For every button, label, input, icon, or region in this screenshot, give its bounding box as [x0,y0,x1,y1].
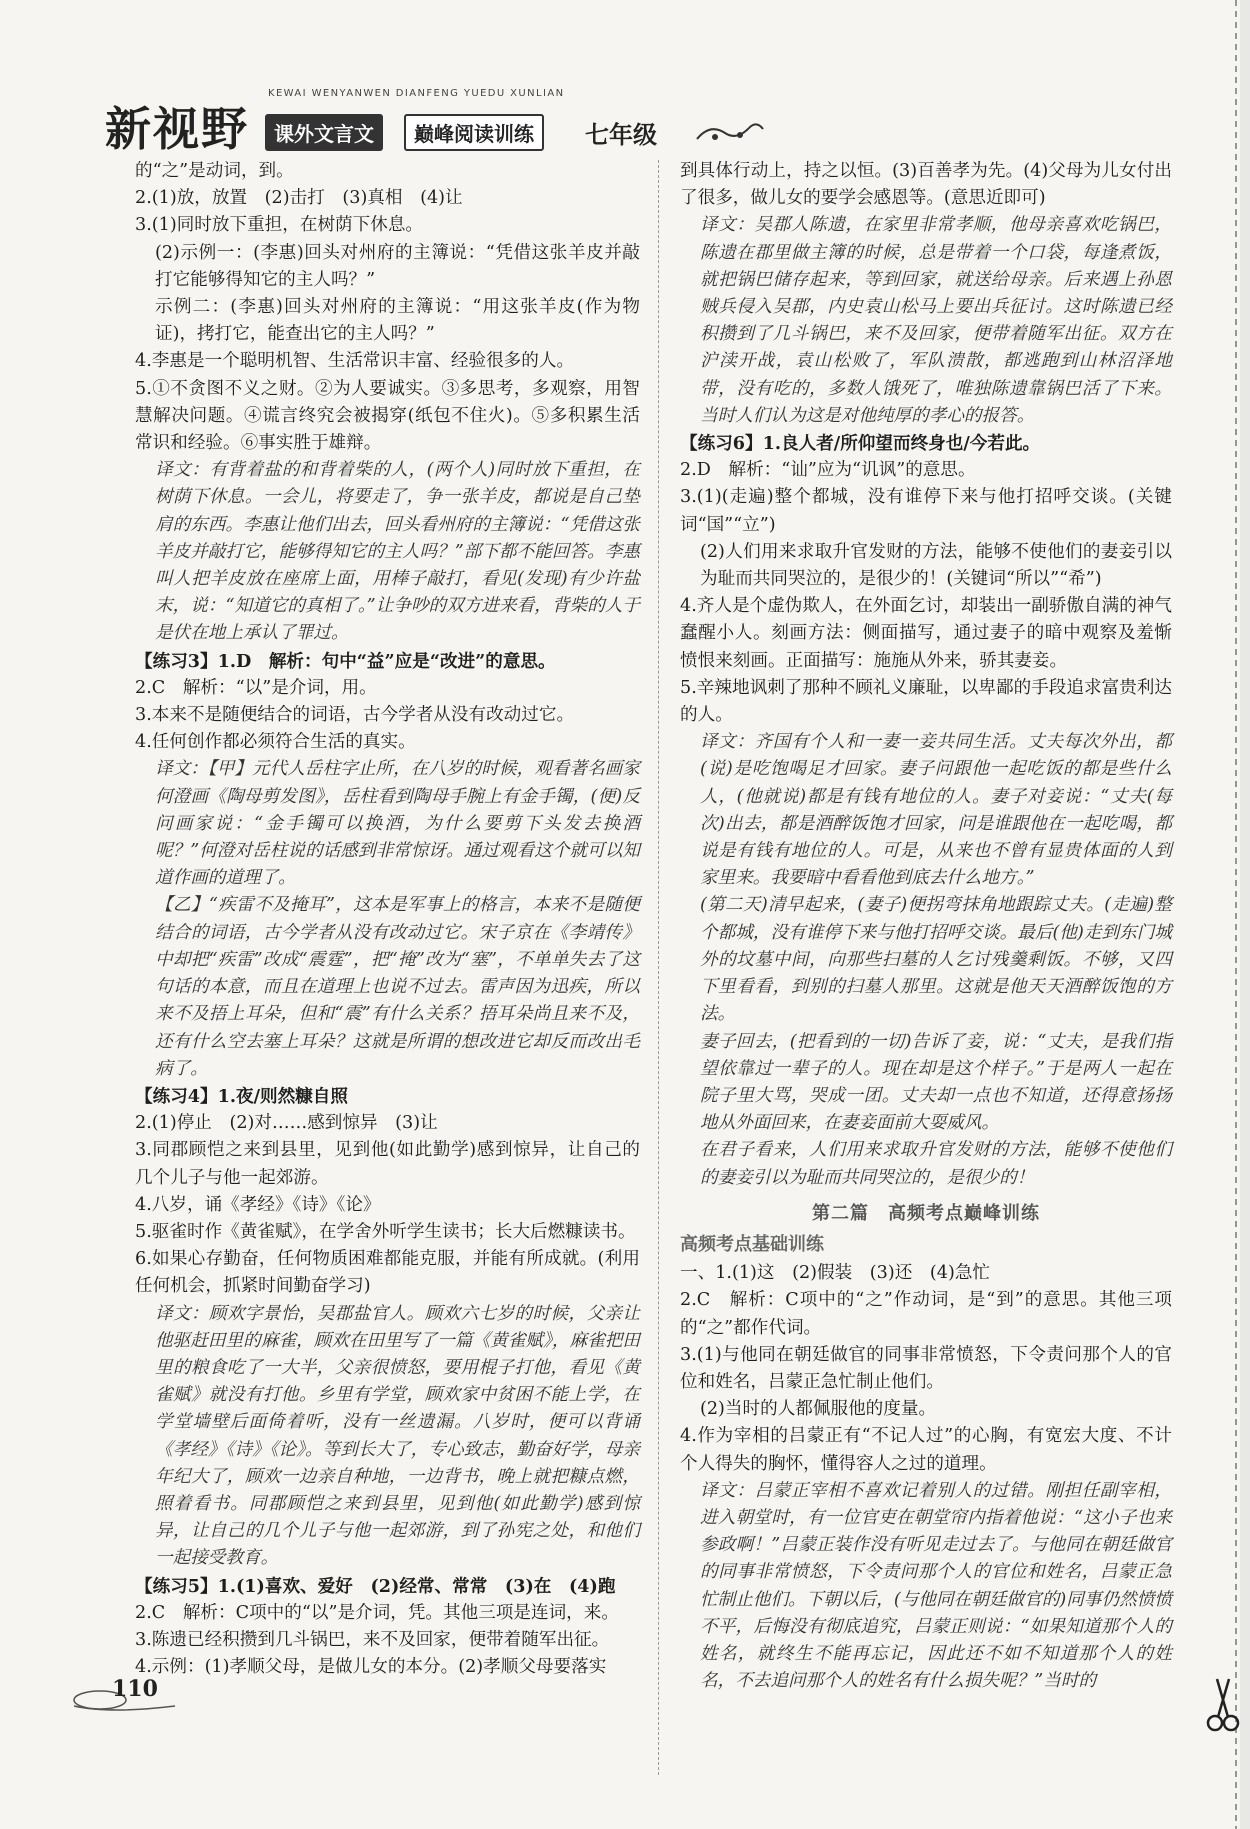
brand-title: 新视野 [105,102,249,156]
left-column [135,158,640,1681]
answer-line: (2)当时的人都佩服他的度量。 [700,1399,937,1420]
scissors-icon [1205,1675,1241,1735]
translation-paragraph: 在君子看来，人们用来求取升官发财的方法，能够不使他们的妻妾引以为耻而共同哭泣的，是很少的！ [700,1140,1172,1188]
answer-line: 2.(1)放，放置 (2)击打 (3)真相 (4)让 [135,188,463,209]
decoration-icon [695,119,765,145]
translation-paragraph: 译文：【甲】元代人岳柱字止所，在八岁的时候，观看著名画家何澄画《陶母剪发图》，岳柱看到陶母手腕上有金手镯，(便)反问画家说：“金手镯可以换酒，为什么要剪下头发去换酒呢？”何澄对岳柱说的话感到非常惊讶。通过观看这个就可以知道作画的道理了。 [155,759,640,889]
answer-line: 5.驱雀时作《黄雀赋》，在学舍外听学生读书；长大后燃糠读书。 [135,1221,636,1242]
answer-line: 4.任何创作都必须符合生活的真实。 [135,732,416,753]
answer-line: 示例二：(李惠)回头对州府的主簿说：“用这张羊皮(作为物证)，拷打它，能查出它的主人吗？” [155,297,640,345]
exercise-heading: 【练习4】1.夜/则然糠自照 [135,1085,348,1107]
series-tag: 课外文言文 [265,114,383,151]
series-subtag: 巅峰阅读训练 [404,114,544,151]
subsection-title: 高频考点基础训练 [680,1233,824,1255]
translation-paragraph: 译文：吕蒙正宰相不喜欢记着别人的过错。刚担任副宰相，进入朝堂时，有一位官吏在朝堂帘内指着他说：“这小子也来参政啊！”吕蒙正装作没有听见走过去了。与他同在朝廷做官的同事非常愤怒，下令责问那个人的官位和姓名，吕蒙正急忙制止他们。下朝以后，(与他同在朝廷做官的)同事仍然愤愤不平，后悔没有彻底追究，吕蒙正则说：“如果知道那个人的姓名，就终生不能再忘记，因此还不如不知道那个人的姓名，不去追问那个人的姓名有什么损失呢？”当时的 [700,1480,1172,1692]
answer-line: 4.齐人是个虚伪欺人，在外面乞讨，却装出一副骄傲自满的神气蠢醒小人。刻画方法：侧面描写，通过妻子的暗中观察及羞惭愤恨来刻画。正面描写：施施从外来，骄其妻妾。 [680,596,1172,671]
answer-line: 4.示例：(1)孝顺父母，是做儿女的本分。(2)孝顺父母要落实 [135,1657,607,1678]
answer-line: 2.D 解析：“讪”应为“讥讽”的意思。 [680,460,976,481]
answer-line: 4.八岁，诵《孝经》《诗》《论》 [135,1194,381,1215]
answer-line: 2.C 解析：C项中的“之”作动词，是“到”的意思。其他三项的“之”都作代词。 [680,1290,1172,1338]
answer-line: 一、1.(1)这 (2)假装 (3)还 (4)急忙 [680,1263,991,1284]
page-number [70,1670,180,1714]
translation-paragraph: 译文：顾欢字景怡，吴郡盐官人。顾欢六七岁的时候，父亲让他驱赶田里的麻雀，顾欢在田里写了一篇《黄雀赋》，麻雀把田里的粮食吃了一大半，父亲很愤怒，要用棍子打他，看见《黄雀赋》就没有打他。乡里有学堂，顾欢家中贫困不能上学，在学堂墙壁后面倚着听，没有一丝遗漏。八岁时，便可以背诵《孝经》《诗》《论》。等到长大了，专心致志，勤奋好学，母亲年纪大了，顾欢一边亲自种地，一边背书，晚上就把糠点燃，照着看书。同郡顾恺之来到县里，见到他(如此勤学)感到惊异，让自己的几个儿子与他一起郊游，到了孙宪之处，和他们一起接受教育。 [155,1303,640,1569]
answer-line: 3.(1)与他同在朝廷做官的同事非常愤怒，下令责问那个人的官位和姓名，吕蒙正急忙制止他们。 [680,1344,1172,1392]
answer-line: 4.作为宰相的吕蒙正有“不记人过”的心胸，有宽宏大度、不计个人得失的胸怀，懂得容人之过的道理。 [680,1426,1172,1474]
page-number-text: 110 [112,1676,158,1702]
translation-paragraph: 【乙】“疾雷不及掩耳”，这本是军事上的格言，本来不是随便结合的词语，古今学者从没有改动过它。宋子京在《李靖传》中却把“疾雷”改成“震霆”，把“掩”改为“塞”，不单单失去了这句话的本意，而且在道理上也说不过去。雷声因为迅疾，所以来不及捂上耳朵，但和“震”有什么关系？捂耳朵尚且来不及，还有什么空去塞上耳朵？这就是所谓的想改进它却反而改出毛病了。 [155,895,640,1079]
translation-paragraph: 译文：吴郡人陈遗，在家里非常孝顺，他母亲喜欢吃锅巴，陈遗在郡里做主簿的时候，总是带着一个口袋，每逢煮饭，就把锅巴储存起来，等到回家，就送给母亲。后来遇上孙恩贼兵侵入吴郡，内史袁山松马上要出兵征讨。这时陈遗已经积攒到了几斗锅巴，来不及回家，便带着随军出征。双方在沪渎开战，袁山松败了，军队溃散，都逃跑到山林沼泽地带，没有吃的，多数人饿死了，唯独陈遗靠锅巴活了下来。当时人们认为这是对他纯厚的孝心的报答。 [700,215,1172,426]
answer-line: 2.C 解析：C项中的“以”是介词，凭。其他三项是连词，来。 [135,1602,619,1623]
answer-line: 3.本来不是随便结合的词语，古今学者从没有改动过它。 [135,705,575,726]
column-divider [658,160,659,1775]
answer-line: 的“之”是动词，到。 [135,161,294,181]
translation-paragraph: 译文：齐国有个人和一妻一妾共同生活。丈夫每次外出，都(说)是吃饱喝足才回家。妻子问跟他一起吃饭的都是些什么人，(他就说)都是有钱有地位的人。妻子对妾说：“丈夫(每次)出去，都是酒醉饭饱才回家，问是谁跟他在一起吃喝，都说是有钱有地位的人。可是，从来也不曾有显贵体面的人到家里来。我要暗中看看他到底去什么地方。” [700,732,1172,889]
answer-line: 2.(1)停止 (2)对……感到惊异 (3)让 [135,1113,438,1134]
header [105,75,765,156]
section-title: 第二篇 高频考点巅峰训练 [812,1202,1040,1224]
answer-line: 3.(1)(走遍)整个都城，没有谁停下来与他打招呼交谈。(关键词“国”“立”) [680,487,1172,535]
grade-label: 七年级 [585,121,657,149]
exercise-heading: 【练习6】1.良人者/所仰望而终身也/今若此。 [680,433,1041,455]
answer-line: (2)示例一：(李惠)回头对州府的主簿说：“凭借这张羊皮并敲打它能够得知它的主人吗？” [155,242,640,290]
exercise-heading: 【练习3】1.D 解析：句中“益”应是“改进”的意思。 [135,650,556,672]
answer-line: 3.陈遗已经积攒到几斗锅巴，来不及回家，便带着随军出征。 [135,1629,610,1650]
right-column [680,158,1172,1695]
exercise-heading: 【练习5】1.(1)喜欢、爱好 (2)经常、常常 (3)在 (4)跑 [135,1575,616,1597]
answer-line: 4.李惠是一个聪明机智、生活常识丰富、经验很多的人。 [135,351,575,372]
answer-line: (2)人们用来求取升官发财的方法，能够不使他们的妻妾引以为耻而共同哭泣的，是很少的！(关键词“所以”“希”) [700,541,1172,590]
answer-line: 2.C 解析：“以”是介词，用。 [135,677,377,698]
answer-line: 6.如果心存勤奋，任何物质困难都能克服，并能有所成就。(利用任何机会，抓紧时间勤奋学习) [135,1249,640,1297]
brand-pinyin: KEWAI WENYANWEN DIANFENG YUEDU XUNLIAN [268,88,565,99]
answer-line: 到具体行动上，持之以恒。(3)百善孝为先。(4)父母为儿女付出了很多，做儿女的要学会感恩等。(意思近即可) [680,161,1172,209]
answer-line: 3.(1)同时放下重担，在树荫下休息。 [135,215,424,236]
translation-paragraph: (第二天)清早起来，(妻子)便拐弯抹角地跟踪丈夫。(走遍)整个都城，没有谁停下来与他打招呼交谈。最后(他)走到东门城外的坟墓中间，向那些扫墓的人乞讨残羹剩饭。不够，又四下里看看，到别的扫墓人那里。这就是他天天酒醉饭饱的方法。 [700,895,1172,1025]
translation-paragraph: 译文：有背着盐的和背着柴的人，(两个人)同时放下重担，在树荫下休息。一会儿，将要走了，争一张羊皮，都说是自己垫肩的东西。李惠让他们出去，回头看州府的主簿说：“凭借这张羊皮并敲打它，能够得知它的主人吗？”部下都不能回答。李惠叫人把羊皮放在座席上面，用棒子敲打，看见(发现)有少许盐末，说：“知道它的真相了。”让争吵的双方进来看，背柴的人于是伏在地上承认了罪过。 [155,460,640,644]
page-edge-icon [1228,0,1250,1829]
translation-paragraph: 妻子回去，(把看到的一切)告诉了妾，说：“丈夫，是我们指望依靠过一辈子的人。现在却是这个样子。”于是两人一起在院子里大骂，哭成一团。丈夫却一点也不知道，还得意扬扬地从外面回来，在妻妾面前大耍威风。 [700,1031,1172,1134]
answer-line: 5.①不贪图不义之财。②为人要诚实。③多思考，多观察，用智慧解决问题。④谎言终究会被揭穿(纸包不住火)。⑤多积累生活常识和经验。⑥事实胜于雄辩。 [135,378,640,454]
answer-line: 3.同郡顾恺之来到县里，见到他(如此勤学)感到惊异，让自己的几个儿子与他一起郊游。 [135,1140,640,1188]
answer-line: 5.辛辣地讽刺了那种不顾礼义廉耻，以卑鄙的手段追求富贵利达的人。 [680,677,1172,726]
